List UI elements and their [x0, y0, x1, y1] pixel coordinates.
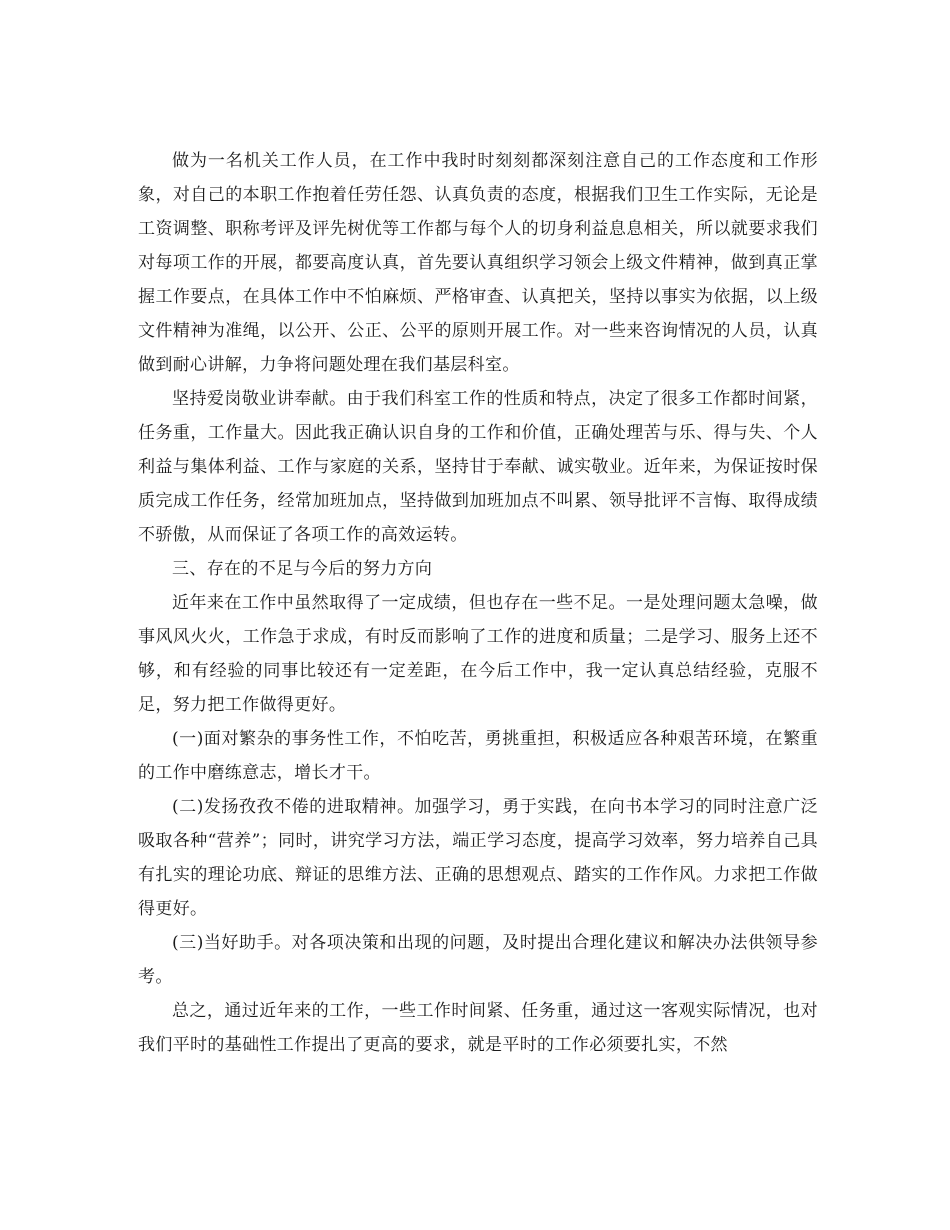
section-heading-shortcomings: 三、存在的不足与今后的努力方向	[172, 559, 433, 579]
document-body	[138, 144, 818, 1062]
paragraph-summary: 总之，通过近年来的工作，一些工作时间紧、任务重，通过这一客观实际情况，也对我们平时的基础性工作提出了更高的要求，就是平时的工作必须要扎实，不然	[138, 1001, 818, 1055]
paragraph-work-attitude: 做为一名机关工作人员，在工作中我时时刻刻都深刻注意自己的工作态度和工作形象，对自己的本职工作抱着任劳任怨、认真负责的态度，根据我们卫生工作实际，无论是工资调整、职称考评及评先树优等工作都与每个人的切身利益息息相关，所以就要求我们对每项工作的开展，都要高度认真，首先要认真组织学习领会上级文件精神，做到真正掌握工作要点，在具体工作中不怕麻烦、严格审查、认真把关，坚持以事实为依据，以上级文件精神为准绳，以公开、公正、公平的原则开展工作。对一些来咨询情况的人员，认真做到耐心讲解，力争将问题处理在我们基层科室。	[138, 151, 818, 375]
list-item-2: (二)发扬孜孜不倦的进取精神。加强学习，勇于实践，在向书本学习的同时注意广泛吸取各种“营养”；同时，讲究学习方法，端正学习态度，提高学习效率，努力培养自己具有扎实的理论功底、辩证的思维方法、正确的思想观点、踏实的工作作风。力求把工作做得更好。	[138, 797, 818, 919]
list-item-3: (三)当好助手。对各项决策和出现的问题，及时提出合理化建议和解决办法供领导参考。	[138, 933, 818, 987]
list-item-1: (一)面对繁杂的事务性工作，不怕吃苦，勇挑重担，积极适应各种艰苦环境，在繁重的工作中磨练意志，增长才干。	[138, 729, 818, 783]
paragraph-shortcomings: 近年来在工作中虽然取得了一定成绩，但也存在一些不足。一是处理问题太急噪，做事风风火火，工作急于求成，有时反而影响了工作的进度和质量；二是学习、服务上还不够，和有经验的同事比较还有一定差距，在今后工作中，我一定认真总结经验，克服不足，努力把工作做得更好。	[138, 593, 818, 715]
paragraph-dedication: 坚持爱岗敬业讲奉献。由于我们科室工作的性质和特点，决定了很多工作都时间紧，任务重，工作量大。因此我正确认识自身的工作和价值，正确处理苦与乐、得与失、个人利益与集体利益、工作与家庭的关系，坚持甘于奉献、诚实敬业。近年来，为保证按时保质完成工作任务，经常加班加点，坚持做到加班加点不叫累、领导批评不言悔、取得成绩不骄傲，从而保证了各项工作的高效运转。	[138, 389, 818, 545]
